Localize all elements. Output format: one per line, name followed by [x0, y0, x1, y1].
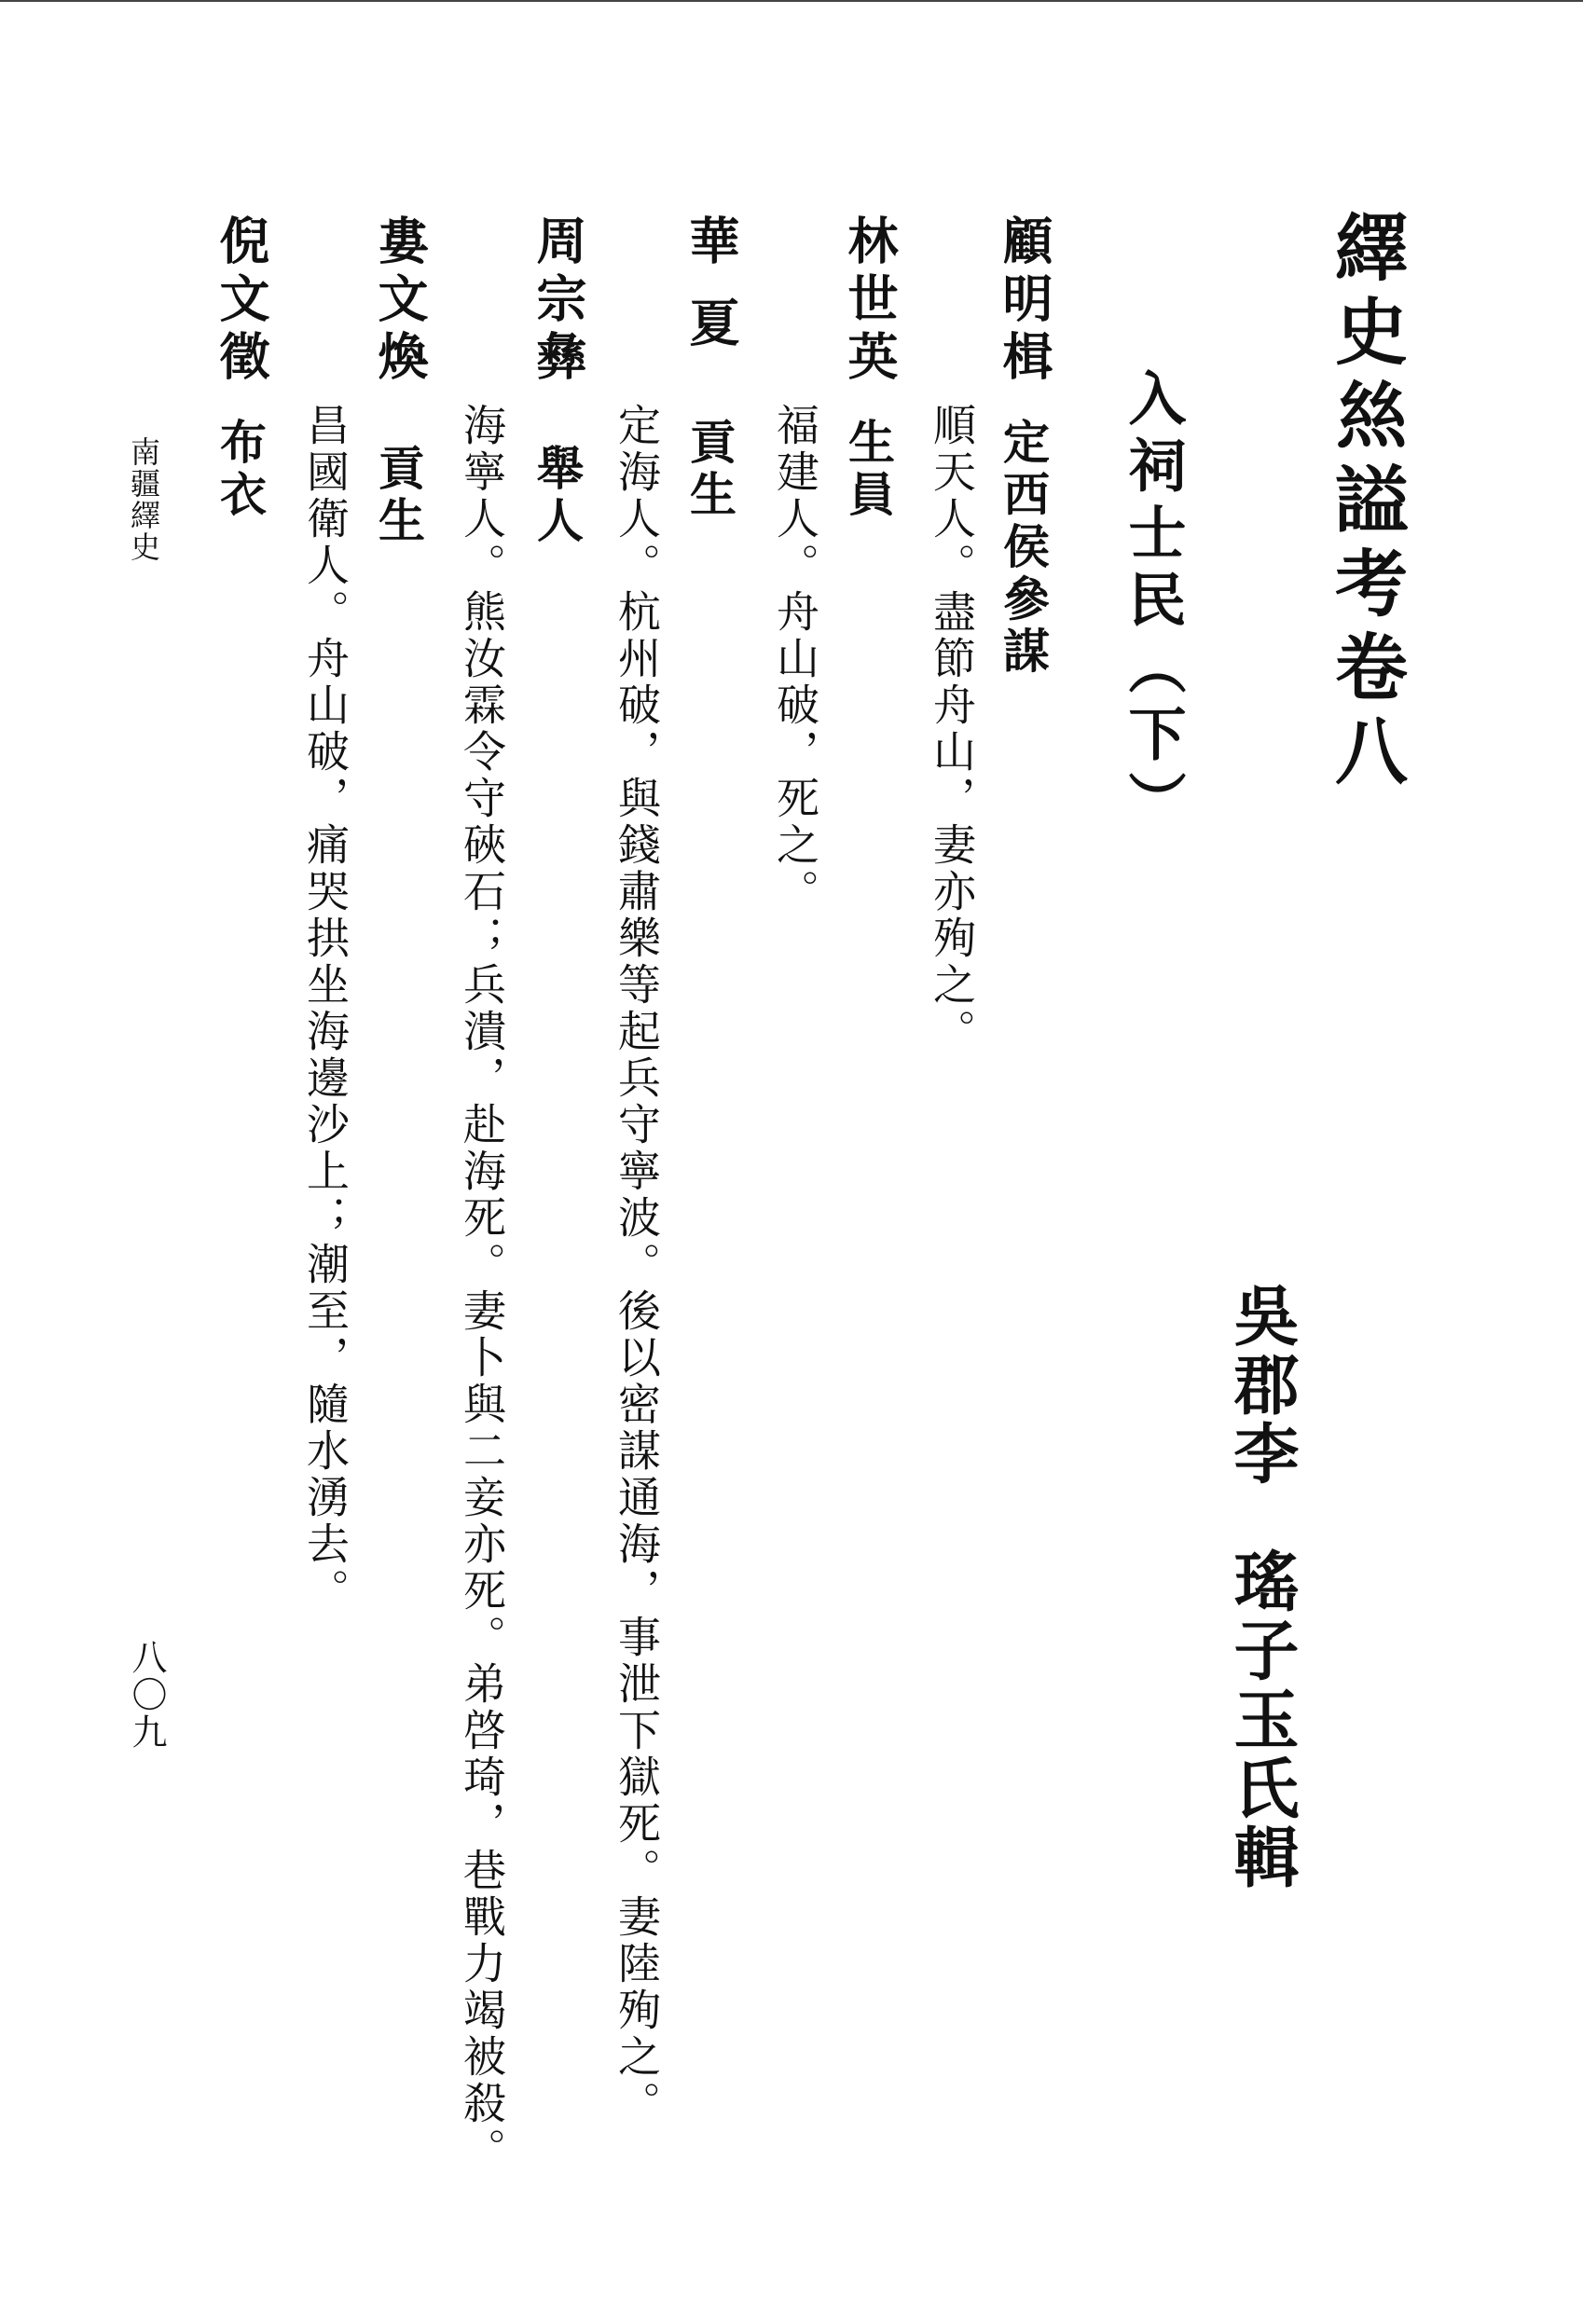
entry-bio: 昌國衛人。舟山破，痛哭拱坐海邊沙上；潮至，隨水湧去。	[300, 403, 351, 1615]
compiler-prefix: 吳郡李	[1223, 1282, 1301, 1489]
entry-rank: 布衣	[213, 418, 268, 522]
footer-series-title: 南疆繹史	[126, 436, 161, 563]
entry-rank: 貢生	[682, 418, 737, 522]
entry-bio: 順天人。盡節舟山，妻亦殉之。	[927, 403, 977, 1055]
top-border-rule	[0, 0, 1583, 2]
entry-rank: 生員	[841, 418, 896, 522]
entry-bio: 海寧人。熊汝霖令守硤石；兵潰，赴海死。妻卜與二妾亦死。弟啓琦，巷戰力竭被殺。	[457, 403, 507, 2174]
section-title: 入祠士民（下）	[1119, 368, 1187, 838]
entry-rank: 貢生	[371, 444, 426, 548]
entry-name: 顧明楫	[995, 214, 1054, 388]
entry-name: 倪文徵	[212, 214, 271, 388]
compiler-name: 瑤子玉氏輯	[1223, 1547, 1301, 1892]
book-title: 繹史𢇁謚考卷八	[1323, 210, 1408, 797]
entry-name: 林世英	[840, 214, 900, 388]
entry-name: 華夏	[681, 214, 741, 378]
page-number: 八〇九	[126, 1639, 167, 1751]
entry-bio: 定海人。杭州破，與錢肅樂等起兵守寧波。後以密謀通海，事泄下獄死。妻陸殉之。	[612, 403, 662, 2127]
entry-name: 婁文煥	[370, 214, 430, 388]
entry-rank: 舉人	[530, 444, 585, 548]
entry-rank: 定西侯參謀	[996, 418, 1051, 679]
entry-name: 周宗彝	[529, 214, 588, 388]
entry-bio: 福建人。舟山破，死之。	[770, 403, 820, 915]
